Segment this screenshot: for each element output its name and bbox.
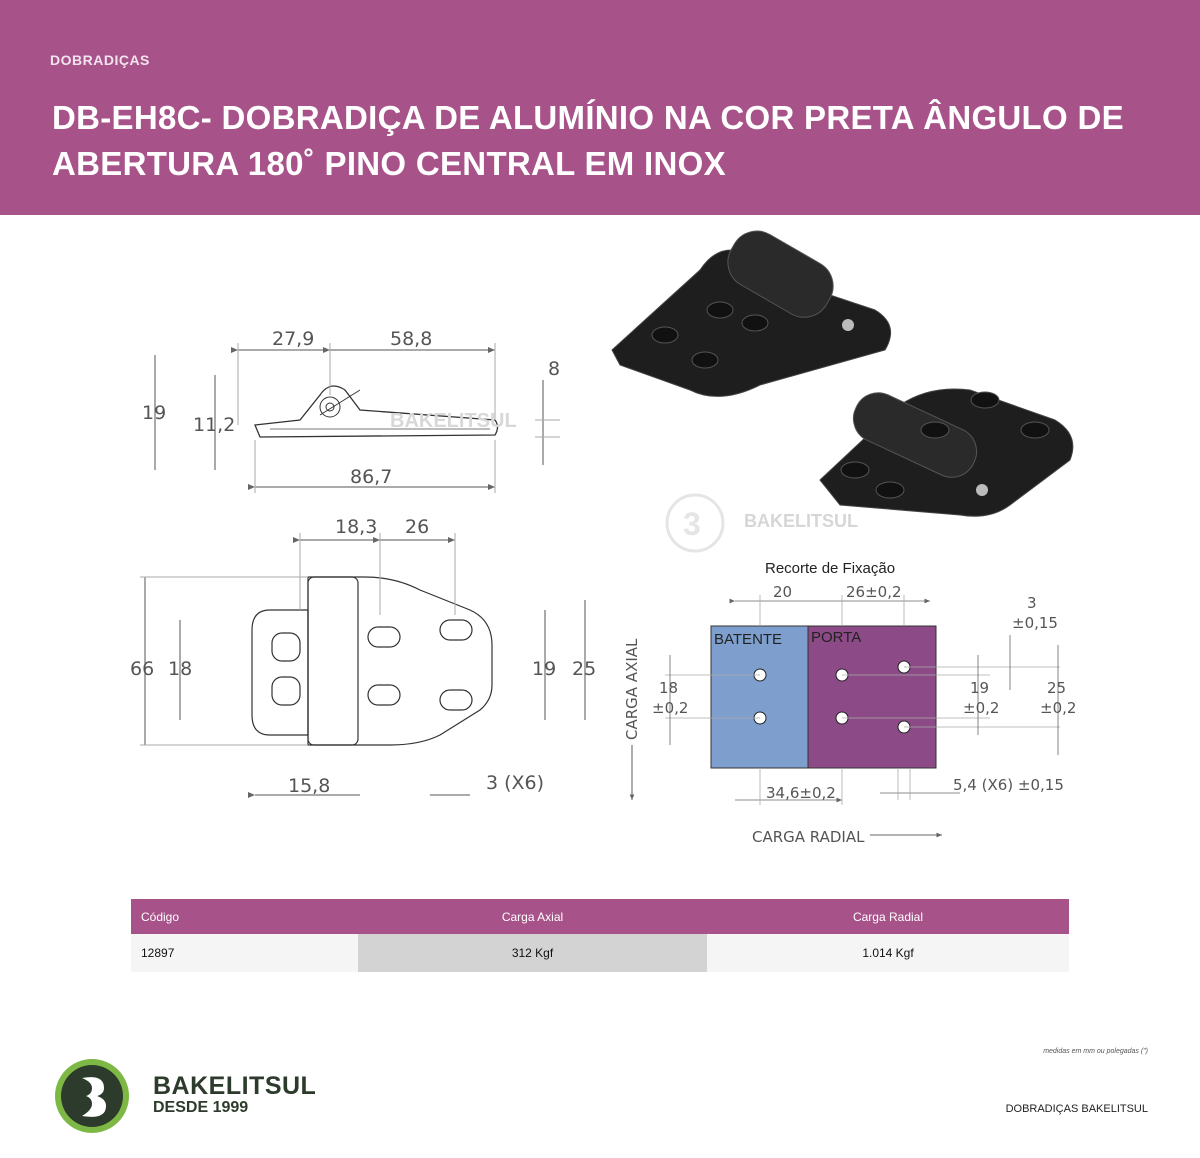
dim-11-2: 11,2 [193, 414, 236, 436]
col-code: Código [131, 899, 358, 934]
table-header-row [131, 899, 1069, 934]
dim-3: 3 [1027, 594, 1037, 612]
dim-25-fix: 25 [1047, 679, 1067, 697]
dim-19: 19 [142, 402, 167, 424]
header-banner [0, 0, 1200, 215]
watermark-logo [667, 495, 723, 551]
top-view-drawing [252, 577, 492, 745]
dim-18-tol: ±0,2 [652, 699, 689, 717]
bakelitsul-logo-icon [52, 1056, 132, 1136]
dim-34-6: 34,6±0,2 [766, 784, 836, 802]
dim-66: 66 [130, 658, 155, 680]
cell-axial: 312 Kgf [358, 934, 707, 972]
units-note: medidas em mm ou polegadas (") [1043, 1048, 1148, 1055]
category-label: DOBRADIÇAS [50, 52, 150, 68]
footer-brand: BAKELITSUL [153, 1072, 317, 1100]
batente-label: BATENTE [714, 631, 783, 648]
dim-18-fix: 18 [659, 679, 679, 697]
hinge-render-closed [820, 385, 1073, 516]
dim-18: 18 [168, 658, 193, 680]
table-row [131, 934, 1069, 972]
dim-20: 20 [773, 583, 793, 601]
cell-radial: 1.014 Kgf [707, 934, 1069, 972]
porta-area [808, 626, 936, 768]
axial-load-label: CARGA AXIAL [623, 638, 641, 740]
col-radial: Carga Radial [707, 899, 1069, 934]
dim-8: 8 [548, 358, 561, 380]
dim-3-x6: 3 (X6) [486, 772, 545, 794]
dim-58-8: 58,8 [390, 328, 433, 350]
dim-26: 26 [405, 516, 430, 538]
dim-25-top: 25 [572, 658, 597, 680]
dim-18-3: 18,3 [335, 516, 378, 538]
watermark-text: BAKELITSUL [390, 410, 517, 432]
dim-26-tol: 26±0,2 [846, 583, 902, 601]
footer-since: DESDE 1999 [153, 1099, 249, 1116]
top-view-dims [140, 533, 585, 795]
page-title: DB-EH8C- DOBRADIÇA DE ALUMÍNIO NA COR PRETA ÂNGULO DE ABERTURA 180˚ PINO CENTRAL EM INOX [52, 99, 1124, 182]
watermark-brand: BAKELITSUL [744, 511, 858, 531]
cell-code: 12897 [131, 934, 358, 972]
dim-25-tol: ±0,2 [1040, 699, 1077, 717]
technical-drawing [0, 215, 1200, 855]
dim-3-tol: ±0,15 [1012, 614, 1058, 632]
dim-19-fix: 19 [970, 679, 990, 697]
fixation-title: Recorte de Fixação [765, 560, 896, 577]
col-axial: Carga Axial [358, 899, 707, 934]
dim-19-top: 19 [532, 658, 557, 680]
hinge-render-open [612, 222, 891, 397]
dim-27-9: 27,9 [272, 328, 315, 350]
footer-right-text: DOBRADIÇAS BAKELITSUL [1005, 1103, 1148, 1115]
radial-load-label: CARGA RADIAL [752, 828, 865, 846]
dim-86-7: 86,7 [350, 466, 393, 488]
dim-15-8: 15,8 [288, 775, 331, 797]
dim-19-tol: ±0,2 [963, 699, 1000, 717]
dim-5-4: 5,4 (X6) ±0,15 [953, 776, 1064, 794]
porta-label: PORTA [811, 629, 862, 646]
specs-table [131, 899, 1069, 972]
svg-text:3: 3 [683, 506, 701, 542]
